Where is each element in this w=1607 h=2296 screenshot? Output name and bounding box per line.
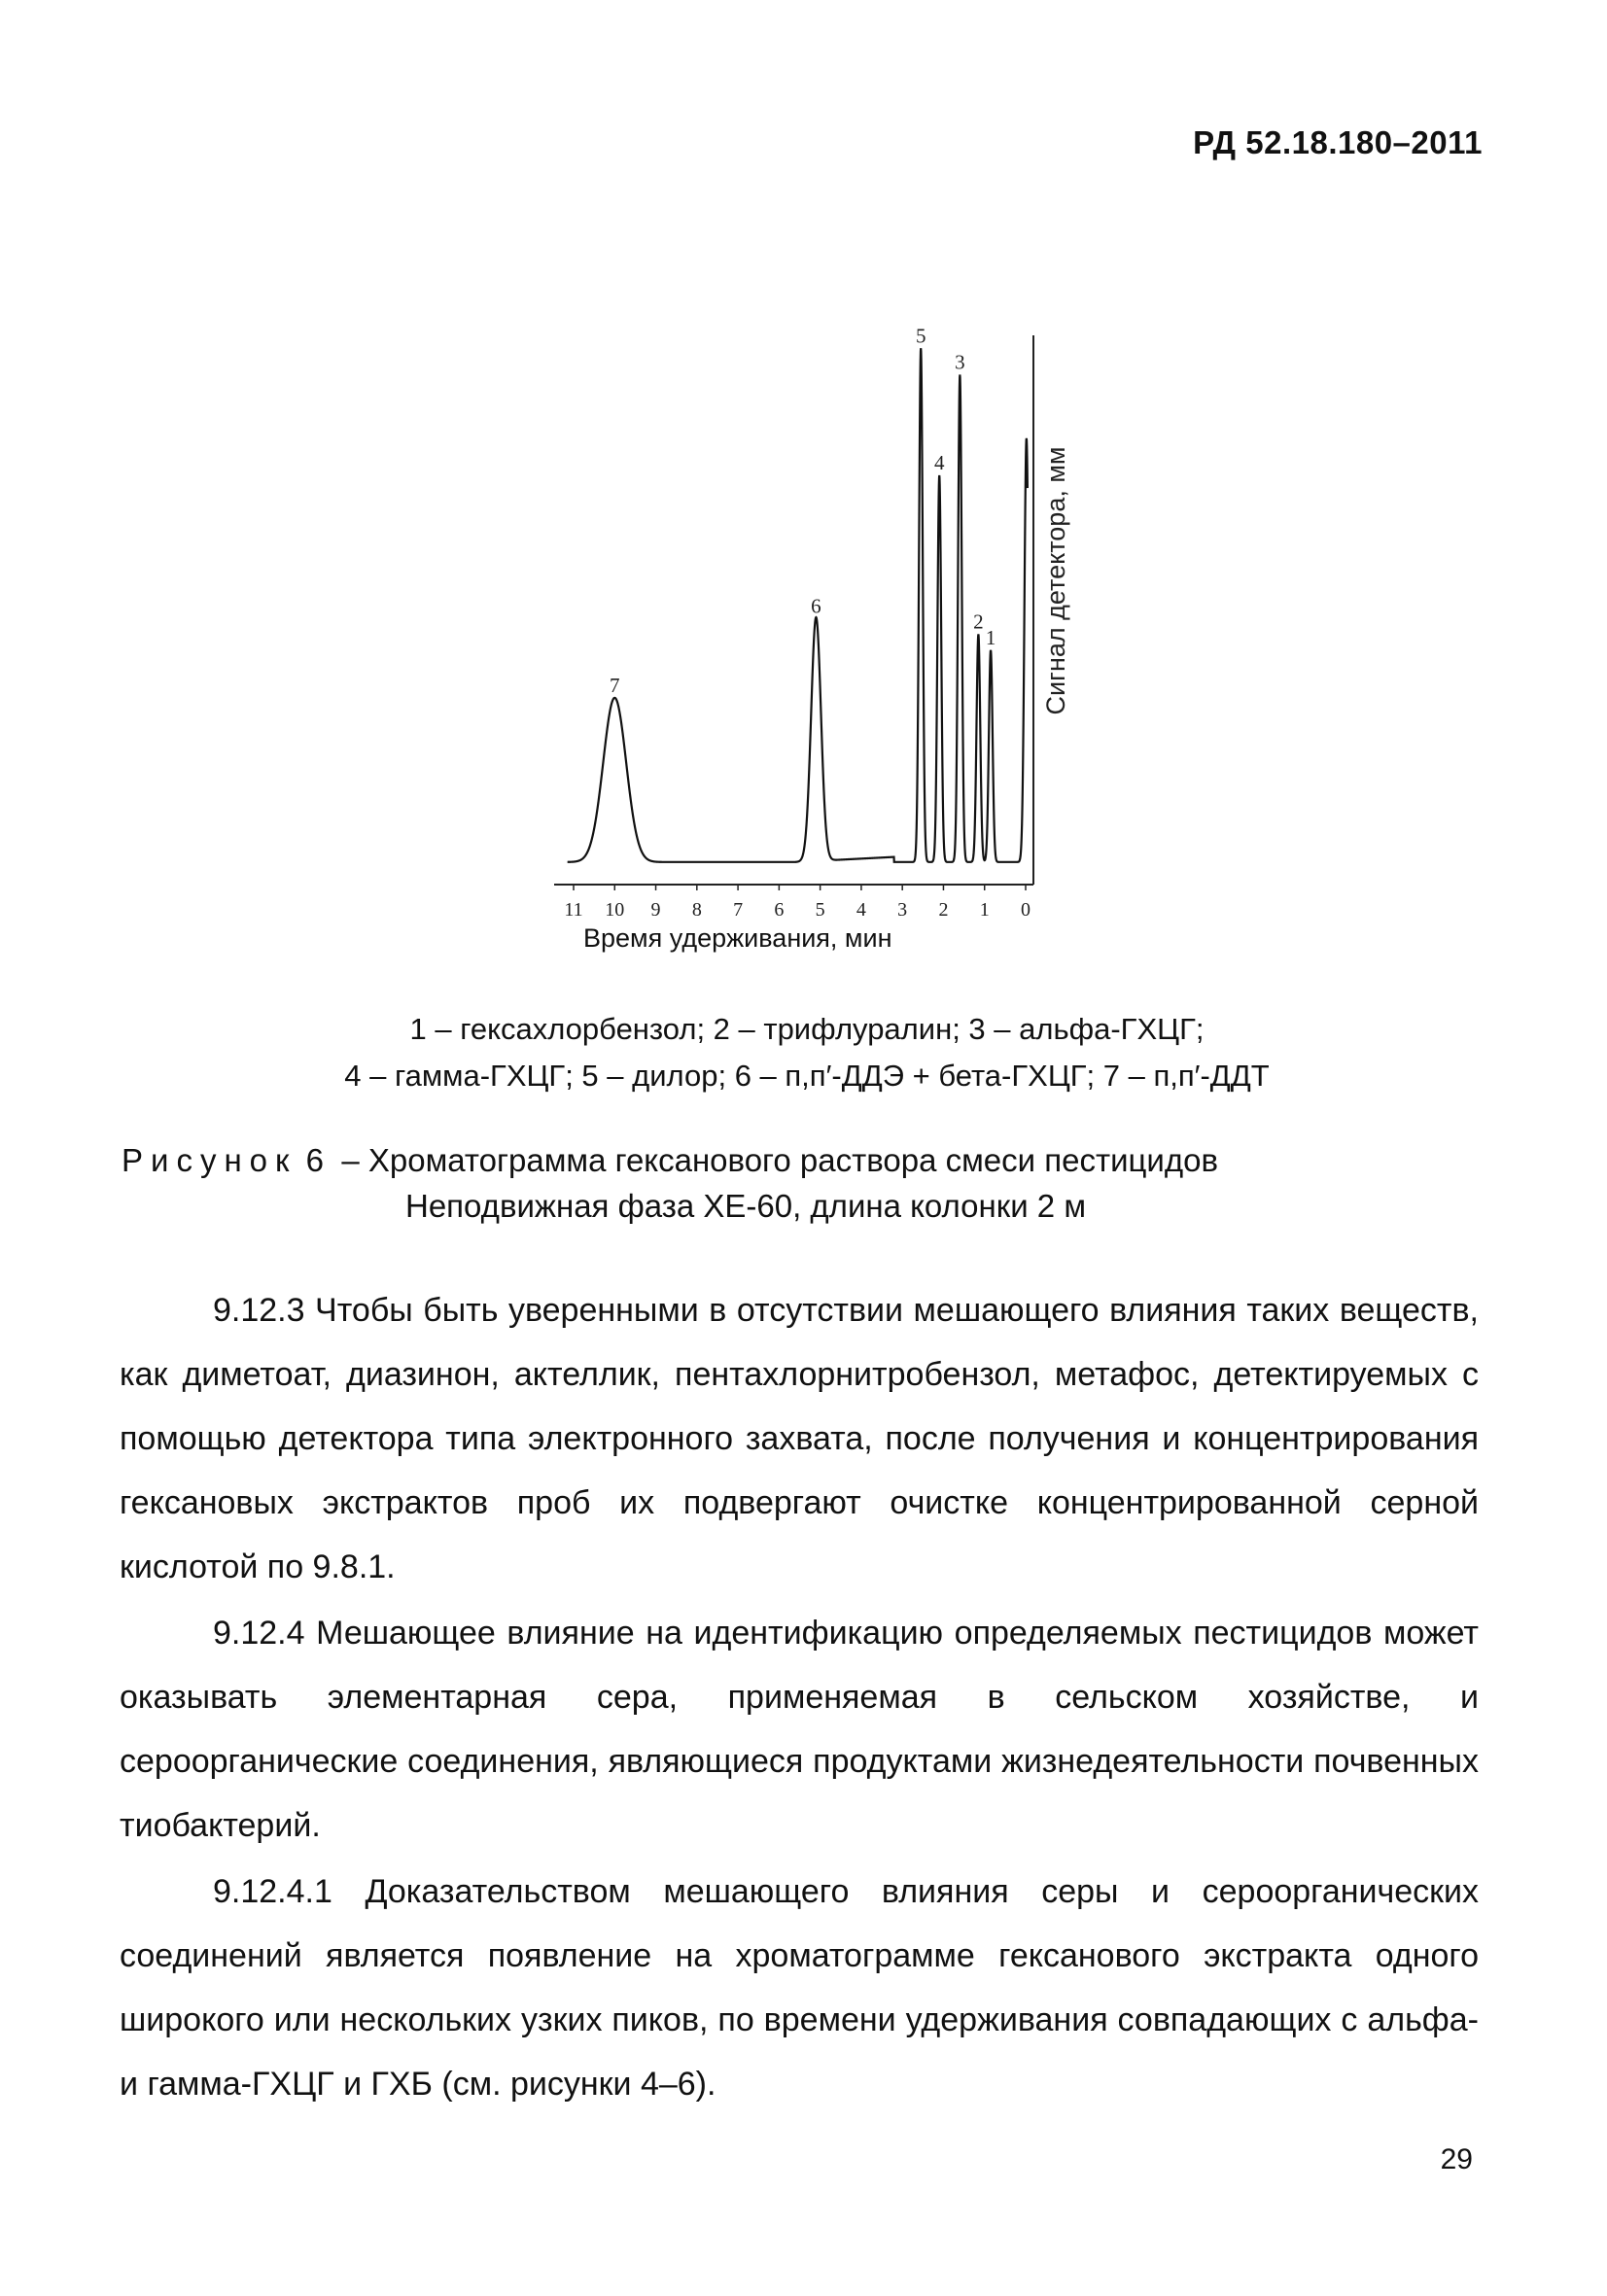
peak-label-3: 3 bbox=[955, 350, 965, 374]
figure-caption bbox=[122, 1137, 1483, 1229]
chromatogram-trace bbox=[568, 348, 1028, 862]
x-axis-label: Время удерживания, мин bbox=[583, 923, 892, 953]
x-tick-label: 3 bbox=[897, 899, 908, 921]
x-tick-label: 9 bbox=[650, 899, 661, 921]
caption-number: 6 bbox=[305, 1142, 324, 1178]
x-tick-label: 11 bbox=[564, 899, 583, 921]
peak-label-5: 5 bbox=[915, 324, 926, 348]
x-tick-label: 2 bbox=[938, 899, 949, 921]
peak-label-7: 7 bbox=[610, 674, 620, 698]
x-tick-label: 0 bbox=[1021, 899, 1031, 921]
caption-subtitle: Неподвижная фаза ХЕ-60, длина колонки 2 м bbox=[405, 1188, 1087, 1224]
x-tick-label: 10 bbox=[605, 899, 625, 921]
paragraph-9-12-4: 9.12.4 Мешающее влияние на идентификацию определяемых пестицидов может оказывать элементарная сера, применяемая в сельском хозяйстве, и сероорганические соединения, являющиеся продуктами жизнедеятельности почвенных тиобактерий. bbox=[120, 1615, 1479, 1844]
x-tick-label: 4 bbox=[856, 899, 866, 921]
document-code: РД 52.18.180–2011 bbox=[1193, 124, 1483, 160]
x-tick-label: 1 bbox=[979, 899, 990, 921]
x-tick-label: 8 bbox=[691, 899, 702, 921]
peak-label-6: 6 bbox=[811, 594, 821, 618]
x-tick-label: 5 bbox=[815, 899, 825, 921]
caption-title: – Хроматограмма гексанового раствора смеси пестицидов bbox=[341, 1142, 1218, 1178]
page-number: 29 bbox=[1440, 2143, 1473, 2175]
figure-legend bbox=[156, 1006, 1458, 1099]
chromatogram-chart bbox=[525, 321, 1089, 923]
body-text bbox=[120, 1278, 1479, 2118]
peak-label-4: 4 bbox=[933, 451, 945, 475]
caption-word: Рисунок bbox=[122, 1142, 297, 1178]
paragraph-9-12-4-1: 9.12.4.1 Доказательством мешающего влияния серы и сероорганических соединений является появление на хроматограмме гексанового экстракта одного широкого или нескольких узких пиков, по времени удерживания совпадающих с альфа- и гамма-ГХЦГ и ГХБ (см. рисунки 4–6). bbox=[120, 1873, 1479, 2103]
paragraph-9-12-3: 9.12.3 Чтобы быть уверенными в отсутствии мешающего влияния таких веществ, как диметоат, диазинон, актеллик, пентахлорнитробензол, метафос, детектируемых с помощью детектора типа электронного захвата, после получения и концентрирования гексановых экстрактов проб их подвергают очистке концентрированной серной кислотой по 9.8.1. bbox=[120, 1292, 1479, 1585]
peak-label-2: 2 bbox=[973, 609, 984, 634]
legend-line-1: 1 – гексахлорбензол; 2 – трифлуралин; 3 – альфа-ГХЦГ; bbox=[409, 1012, 1205, 1046]
x-tick-label: 6 bbox=[774, 899, 785, 921]
legend-line-2: 4 – гамма-ГХЦГ; 5 – дилор; 6 – п,п′-ДДЭ + бета-ГХЦГ; 7 – п,п′-ДДТ bbox=[344, 1059, 1270, 1093]
peak-label-1: 1 bbox=[985, 626, 996, 649]
x-tick-label: 7 bbox=[733, 899, 744, 921]
y-axis-label: Сигнал детектора, мм bbox=[1041, 446, 1070, 715]
